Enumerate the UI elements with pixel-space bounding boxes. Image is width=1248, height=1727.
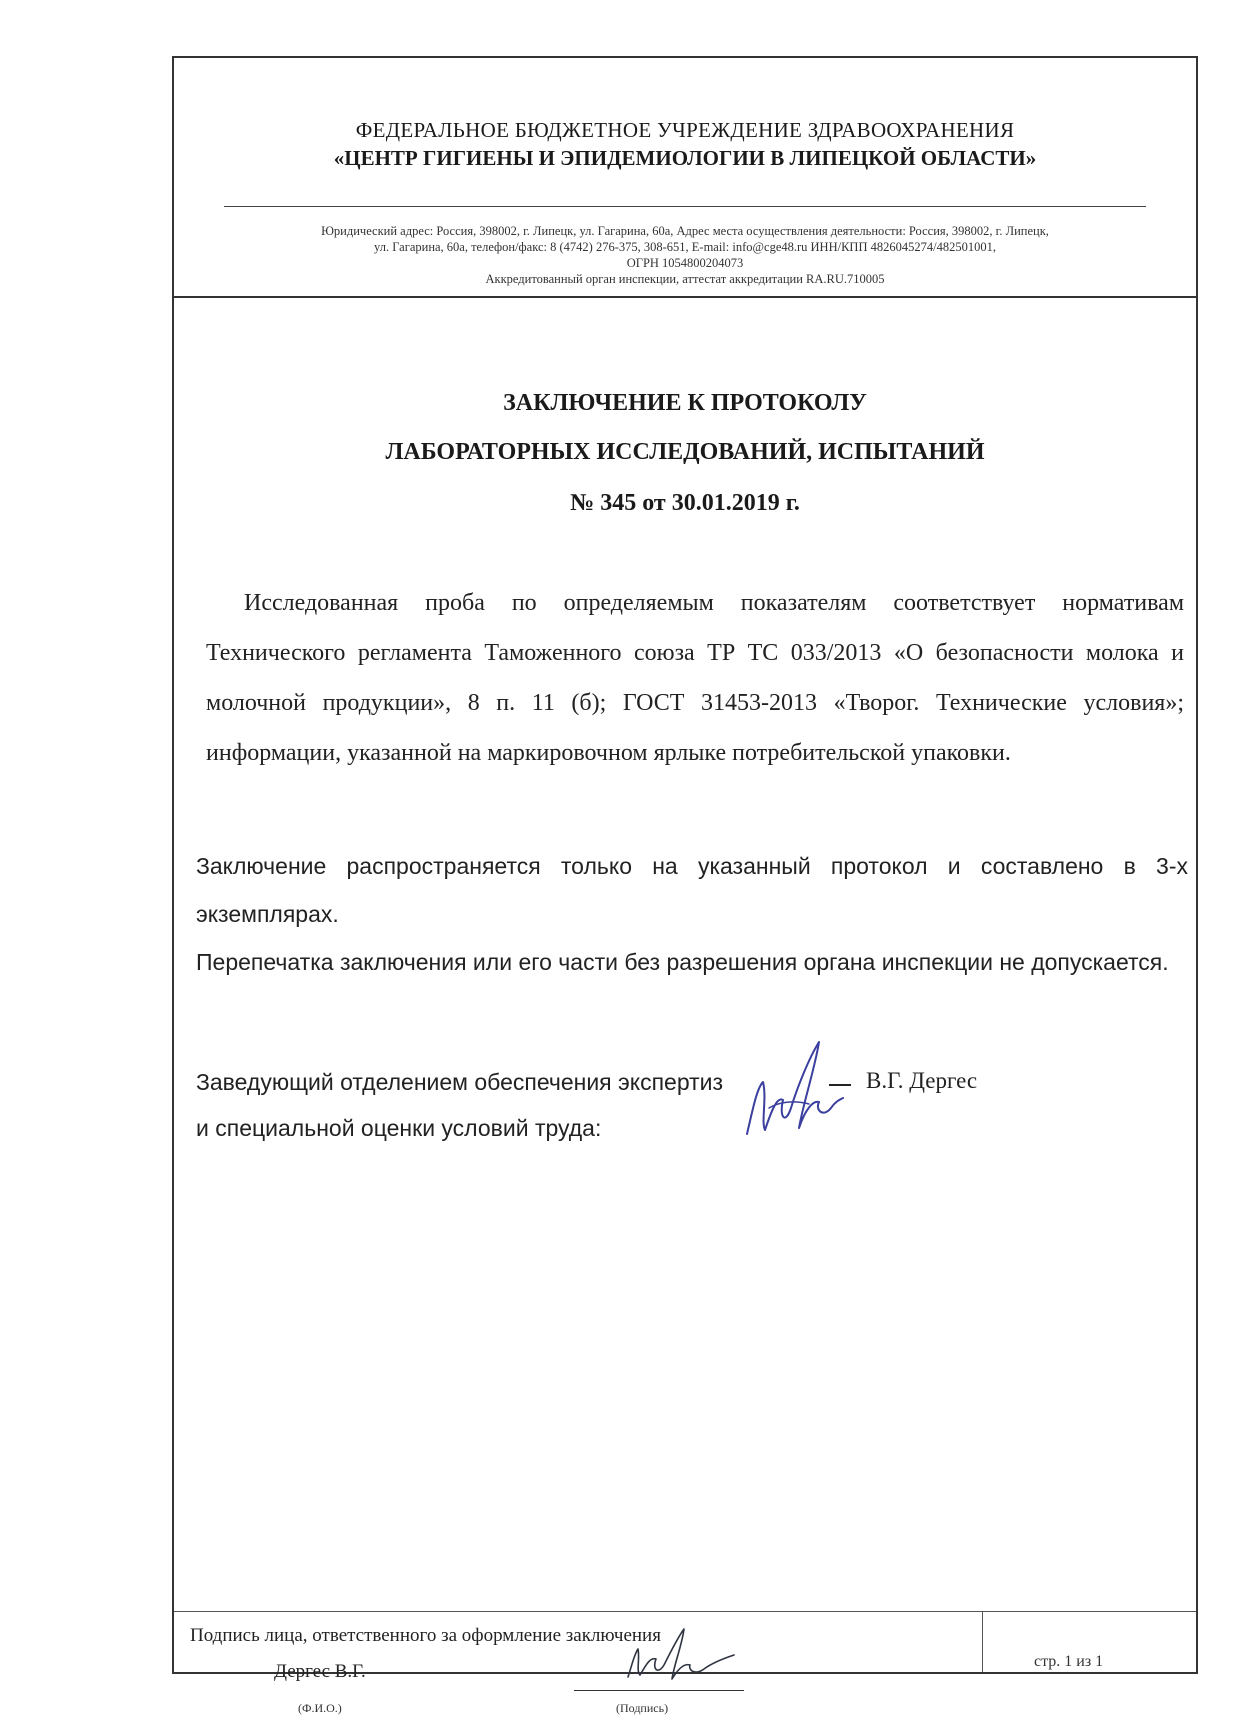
org-name-line1: ФЕДЕРАЛЬНОЕ БЮДЖЕТНОЕ УЧРЕЖДЕНИЕ ЗДРАВООХРАНЕНИЯ xyxy=(355,118,1015,142)
footer-divider xyxy=(174,1611,1196,1612)
document-frame xyxy=(172,56,1198,1715)
handwritten-signature xyxy=(739,1038,849,1148)
footer-column-separator xyxy=(982,1611,983,1672)
document-title-line1: ЗАКЛЮЧЕНИЕ К ПРОТОКОЛУ xyxy=(503,390,867,416)
document-number: № 345 от 30.01.2019 г. xyxy=(570,490,800,516)
contacts-line-1: Юридический адрес: Россия, 398002, г. Липецк, ул. Гагарина, 60а, Адрес места осуществления деятельности: Россия, 398002, г. Липецк, xyxy=(321,224,1049,238)
header-divider xyxy=(224,206,1146,207)
footer-signature xyxy=(622,1625,742,1687)
scope-note: Заключение распространяется только на указанный протокол и составлено в 3-х экземплярах. xyxy=(196,853,1188,927)
responsible-person-name: Дергес В.Г. xyxy=(274,1661,366,1682)
signature-caption: (Подпись) xyxy=(616,1701,669,1715)
notes-block xyxy=(196,842,1188,986)
signatory-role xyxy=(196,1059,723,1151)
contacts-line-2: ул. Гагарина, 60а, телефон/факс: 8 (4742) 276-375, 308-651, E-mail: info@cge48.ru ИНН/КПП 4826045274/482501001, xyxy=(374,240,996,254)
contacts-line-3: ОГРН 1054800204073 xyxy=(626,256,744,270)
signatory-name: В.Г. Дергес xyxy=(866,1068,978,1093)
org-contacts xyxy=(184,223,1186,287)
document-title-line2: ЛАБОРАТОРНЫХ ИССЛЕДОВАНИЙ, ИСПЫТАНИЙ xyxy=(385,439,985,465)
conclusion-paragraph: Исследованная проба по определяемым показателям соответствует нормативам Технического регламента Таможенного союза ТР ТС 033/2013 «О безопасности молока и молочной продукции», 8 п. 11 (б); ГОСТ 31453-2013 «Творог. Технические условия»; информации, указанной на маркировочном ярлыке потребительской упаковки. xyxy=(206,590,1184,766)
signature-dash xyxy=(829,1084,851,1086)
fio-caption: (Ф.И.О.) xyxy=(298,1701,342,1715)
contacts-divider xyxy=(174,296,1196,298)
signature-line xyxy=(574,1690,744,1691)
signatory-role-line1: Заведующий отделением обеспечения экспертиз xyxy=(196,1069,724,1095)
org-name-line2: «ЦЕНТР ГИГИЕНЫ И ЭПИДЕМИОЛОГИИ В ЛИПЕЦКОЙ ОБЛАСТИ» xyxy=(333,146,1037,170)
responsible-person-label: Подпись лица, ответственного за оформление заключения xyxy=(190,1625,661,1646)
page-number: стр. 1 из 1 xyxy=(1034,1653,1104,1670)
reprint-note: Перепечатка заключения или его части без разрешения органа инспекции не допускается. xyxy=(196,949,1169,975)
contacts-line-4: Аккредитованный орган инспекции, аттестат аккредитации RA.RU.710005 xyxy=(485,272,885,286)
signatory-role-line2: и специальной оценки условий труда: xyxy=(196,1115,602,1141)
